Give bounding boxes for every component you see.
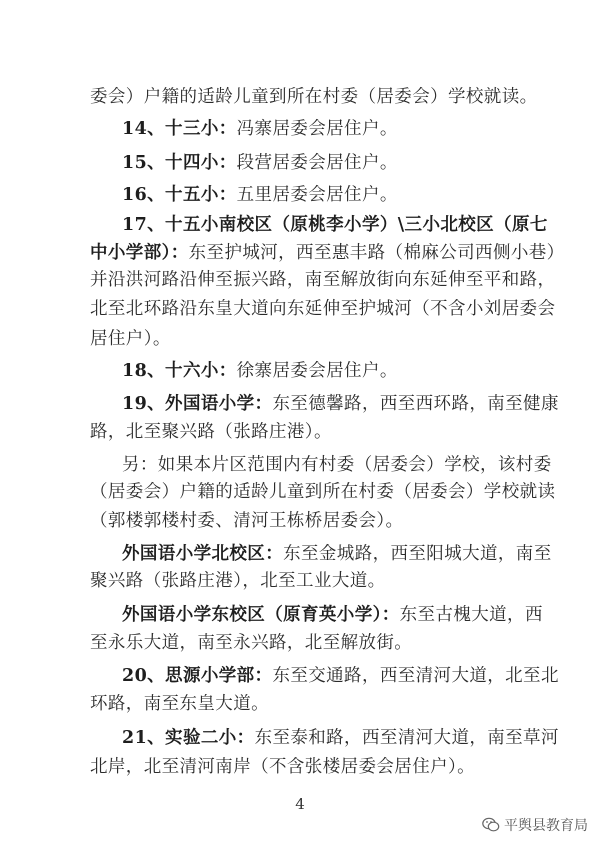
text-line — [122, 664, 559, 688]
text-line — [90, 420, 332, 444]
text-line — [90, 268, 555, 292]
bold-heading: 外国语小学北校区： — [122, 544, 284, 564]
line-text: 冯寨居委会居住户。 — [236, 119, 398, 139]
line-text: 北岸，北至清河南岸（不含张楼居委会居住户）。 — [90, 757, 476, 777]
text-line — [122, 542, 552, 566]
text-line — [122, 359, 398, 383]
watermark-text: 平舆县教育局 — [504, 818, 588, 834]
line-text: 居住户）。 — [90, 329, 171, 349]
bold-heading: 19、外国语小学： — [122, 394, 273, 414]
bold-heading: 15、十四小： — [122, 153, 237, 173]
text-line — [122, 392, 559, 416]
bold-heading: 中小学部）： — [90, 243, 189, 263]
text-line — [122, 603, 543, 627]
line-text: 东至古槐大道，西 — [399, 605, 543, 625]
line-text: 五里居委会居住户。 — [236, 185, 398, 205]
bold-heading: 20、思源小学部： — [122, 666, 273, 686]
text-line — [122, 213, 548, 237]
line-text: 东至金城路，西至阳城大道，南至 — [283, 544, 552, 564]
text-line — [122, 453, 552, 477]
text-line — [122, 726, 559, 750]
line-text: 北至北环路沿东皇大道向东延伸至护城河（不含小刘居委会 — [90, 299, 556, 319]
text-line — [90, 297, 555, 321]
bold-heading: 17、十五小南校区（原桃李小学）\三小北校区（原七 — [122, 215, 548, 235]
text-line — [90, 327, 171, 351]
line-text: 并沿洪河路沿伸至振兴路，南至解放街向东延伸至平和路， — [90, 270, 556, 290]
line-text: （郭楼郭楼村委、清河王栋桥居委会）。 — [90, 511, 404, 531]
line-text: 徐寨居委会居住户。 — [236, 361, 398, 381]
line-text: 委会）户籍的适龄儿童到所在村委（居委会）学校就读。 — [90, 87, 538, 107]
line-text: 至永乐大道，南至永兴路，北至解放街。 — [90, 633, 413, 653]
watermark — [482, 815, 588, 835]
text-line — [90, 480, 555, 504]
text-line — [122, 183, 398, 207]
line-text: 段营居委会居住户。 — [236, 153, 398, 173]
text-line — [90, 85, 538, 109]
line-text: 东至泰和路，西至清河大道，南至草河 — [254, 728, 559, 748]
text-line — [90, 692, 269, 716]
text-line — [122, 117, 398, 141]
text-line — [90, 569, 386, 593]
bold-heading: 18、十六小： — [122, 361, 237, 381]
line-text: 另：如果本片区范围内有村委（居委会）学校，该村委 — [122, 455, 552, 475]
line-text: 路，北至聚兴路（张路庄港）。 — [90, 422, 332, 442]
text-line — [122, 151, 398, 175]
bold-heading: 16、十五小： — [122, 185, 237, 205]
line-text: 东至护城河，西至惠丰路（棉麻公司西侧小巷） — [188, 243, 565, 263]
text-line — [90, 241, 565, 265]
text-line — [90, 509, 403, 533]
page-number: 4 — [295, 795, 305, 813]
text-line — [90, 755, 475, 779]
line-text: 东至德馨路，西至西环路，南至健康 — [272, 394, 559, 414]
line-text: 环路，南至东皇大道。 — [90, 694, 269, 714]
line-text: 东至交通路，西至清河大道，北至北 — [272, 666, 559, 686]
text-line — [90, 631, 412, 655]
line-text: （居委会）户籍的适龄儿童到所在村委（居委会）学校就读 — [90, 482, 556, 502]
wechat-icon — [482, 817, 500, 833]
line-text: 聚兴路（张路庄港），北至工业大道。 — [90, 571, 386, 591]
bold-heading: 外国语小学东校区（原育英小学）： — [122, 605, 400, 625]
bold-heading: 14、十三小： — [122, 119, 237, 139]
bold-heading: 21、实验二小： — [122, 728, 255, 748]
